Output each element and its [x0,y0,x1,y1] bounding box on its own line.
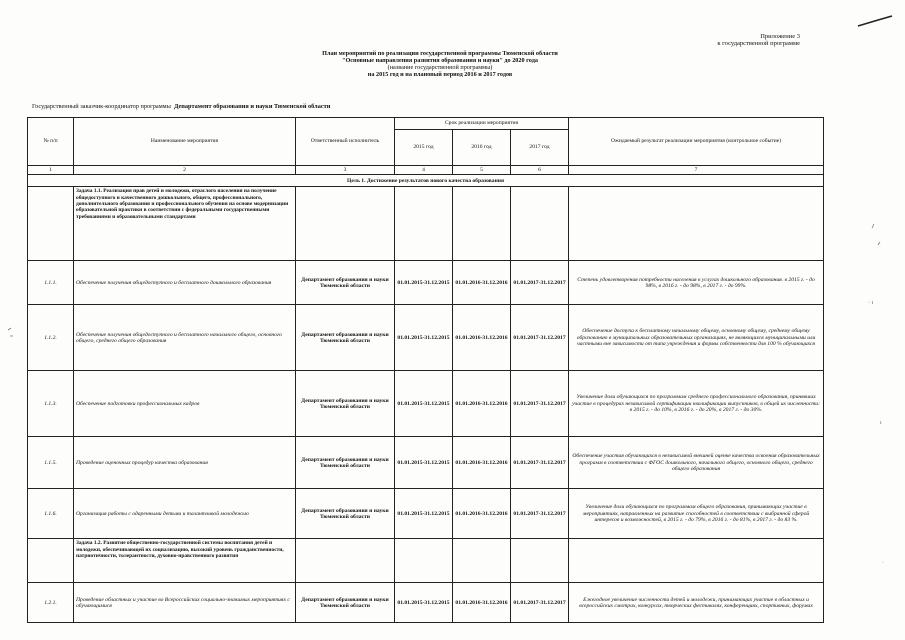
row-2017: 01.01.2017-31.12.2017 [511,261,569,305]
table-row [28,371,824,437]
row-2017: 01.01.2017-31.12.2017 [511,305,569,371]
row-2015: 01.01.2015-31.12.2015 [395,261,453,305]
pen-stroke-top-right [858,16,892,26]
header-name: Наименование мероприятия [74,118,296,166]
row-2017: 01.01.2017-31.12.2017 [511,489,569,539]
empty-cell [453,539,511,583]
title-line: "Основные направления развития образования и науки" до 2020 года [342,57,538,65]
col-number: 7 [569,166,824,175]
row-executor: Департамент образования и науки Тюменской области [296,371,395,437]
empty-cell [395,539,453,583]
title-caption: (название государственной программы) [387,64,493,72]
empty-cell [395,187,453,261]
row-2015: 01.01.2015-31.12.2015 [395,489,453,539]
header-num: № п/п [28,118,74,166]
customer-label: Государственный заказчик-координатор программы [32,103,171,110]
row-2016: 01.01.2016-31.12.2016 [453,489,511,539]
task-1-2: Задача 1.2. Развитие общественно-государственной системы воспитания детей и молодежи, обеспечивающей их социализацию, высокий уровень гражданственности, патриотичности, толерантности, духовно-нравственного развития [74,539,296,583]
row-name: Обеспечение получения общедоступного и бесплатного дошкольного образования [74,261,296,305]
task-num-cell [28,539,74,583]
row-result: Обеспечение участия обучающихся в независимой внешней оценке качества освоения образовательных программ в соответствии с ФГОС дошкольного, начального общего, основного общего, среднего общего образования [569,437,824,489]
row-num: 1.2.1. [28,583,74,623]
row-2015: 01.01.2015-31.12.2015 [395,305,453,371]
row-num: 1.1.1. [28,261,74,305]
customer-line [32,103,532,110]
row-name: Проведение областных и участие во Всероссийских социально-значимых мероприятиях с обучающимися [74,583,296,623]
row-num: 1.1.5. [28,437,74,489]
row-name: Обеспечение подготовки профессиональных кадров [74,371,296,437]
row-2016: 01.01.2016-31.12.2016 [453,305,511,371]
pen-stroke-left [8,328,13,336]
row-name: Проведение оценочных процедур качества образования [74,437,296,489]
row-executor: Департамент образования и науки Тюменской области [296,583,395,623]
empty-cell [453,187,511,261]
appendix-line: Приложение 3 [760,33,800,40]
row-2016: 01.01.2016-31.12.2016 [453,583,511,623]
row-num: 1.1.2. [28,305,74,371]
empty-cell [511,539,569,583]
goal-row: Цель 1. Достижение результатов нового качества образования [28,175,824,187]
col-number: 3 [296,166,395,175]
col-number: 6 [511,166,569,175]
pen-stroke-right-1 [872,224,880,245]
row-executor: Департамент образования и науки Тюменской области [296,305,395,371]
row-num: 1.1.3. [28,371,74,437]
document-title [240,50,640,78]
table-row [28,583,824,623]
appendix-line: к государственной программе [717,40,800,47]
customer-value: Департамент образования и науки Тюменской области [174,103,331,110]
plan-table [27,117,824,623]
table-row [28,437,824,489]
task-num-cell [28,187,74,261]
empty-cell [569,539,824,583]
header-executor: Ответственный исполнитель [296,118,395,166]
table-row [28,261,824,305]
col-number: 4 [395,166,453,175]
empty-cell [569,187,824,261]
table-row [28,305,824,371]
row-result: Увеличение доли обучающихся по программам среднего профессионального образования, принявших участие в процедурах независимой сертификации квалификации выпускников, в общей их численности: в 2015 г. - до 10%, в 2016 г. - до 20%, в 2017 г. - до 30%. [569,371,824,437]
empty-cell [296,187,395,261]
row-result: Обеспечение доступа к бесплатному начальному общему, основному общему, среднему общему образованию в муниципальных образовательных организациях, не являющихся муниципальными или частными вне зависимости от типа учреждения и формы собственности для 100 % обучающихся [569,305,824,371]
row-result: Степень удовлетворения потребности населения в услугах дошкольного образования. в 2015 г. - до 98%, в 2016 г. - до 98%, в 2017 г. - до 99%. [569,261,824,305]
row-num: 1.1.6. [28,489,74,539]
row-executor: Департамент образования и науки Тюменской области [296,437,395,489]
task-1-1: Задача 1.1. Реализация прав детей и молодежи, отраслого населения на получение общедоступного и качественного дошкольного, общего, профессионального, дополнительного образования и профессионального обучения на основе модернизации образовательной практики в соответствии с федеральными государственными требованиями и образовательными стандартами [74,187,296,261]
row-2015: 01.01.2015-31.12.2015 [395,371,453,437]
margin-mark: · [882,560,884,566]
header-2016: 2016 год [453,130,511,166]
header-result: Ожидаемый результат реализации мероприятия (контрольное событие) [569,118,824,166]
title-line: на 2015 год и на плановый период 2016 и 2017 годов [367,71,513,79]
row-2017: 01.01.2017-31.12.2017 [511,437,569,489]
header-period: Срок реализации мероприятия [395,118,569,130]
row-2015: 01.01.2015-31.12.2015 [395,437,453,489]
row-result: Ежегодное увеличение численности детей и молодежи, принимающих участие в областных и всероссийских смотрах, конкурсах, творческих фестивалях, конференциях, спортивных, форумах [569,583,824,623]
margin-mark: ı [880,420,882,426]
row-2016: 01.01.2016-31.12.2016 [453,261,511,305]
row-2016: 01.01.2016-31.12.2016 [453,437,511,489]
row-2015: 01.01.2015-31.12.2015 [395,583,453,623]
row-result: Увеличение доли обучающихся по программам общего образования, принимающих участие в мероприятиях, направленных на развитие способностей в соответствии с выбранной сферой интересов и возможностей, в 2015 г. - до 79%, в 2016 г. - до 81%, в 2017 г. - до 83 %. [569,489,824,539]
col-number: 2 [74,166,296,175]
header-2015: 2015 год [395,130,453,166]
row-2017: 01.01.2017-31.12.2017 [511,371,569,437]
margin-mark: · ı [868,300,874,306]
empty-cell [511,187,569,261]
header-2017: 2017 год [511,130,569,166]
row-2016: 01.01.2016-31.12.2016 [453,371,511,437]
col-number: 5 [453,166,511,175]
row-name: Организация работы с одаренными детьми и талантливой молодежью [74,489,296,539]
table-row [28,489,824,539]
title-line: План мероприятий по реализации государственной программы Тюменской области [322,50,558,57]
row-2017: 01.01.2017-31.12.2017 [511,583,569,623]
row-name: Обеспечение получения общедоступного и бесплатного начального общего, основного общего, среднего общего образования [74,305,296,371]
row-executor: Департамент образования и науки Тюменской области [296,261,395,305]
appendix-note [700,33,800,47]
col-number: 1 [28,166,74,175]
row-executor: Департамент образования и науки Тюменской области [296,489,395,539]
empty-cell [296,539,395,583]
